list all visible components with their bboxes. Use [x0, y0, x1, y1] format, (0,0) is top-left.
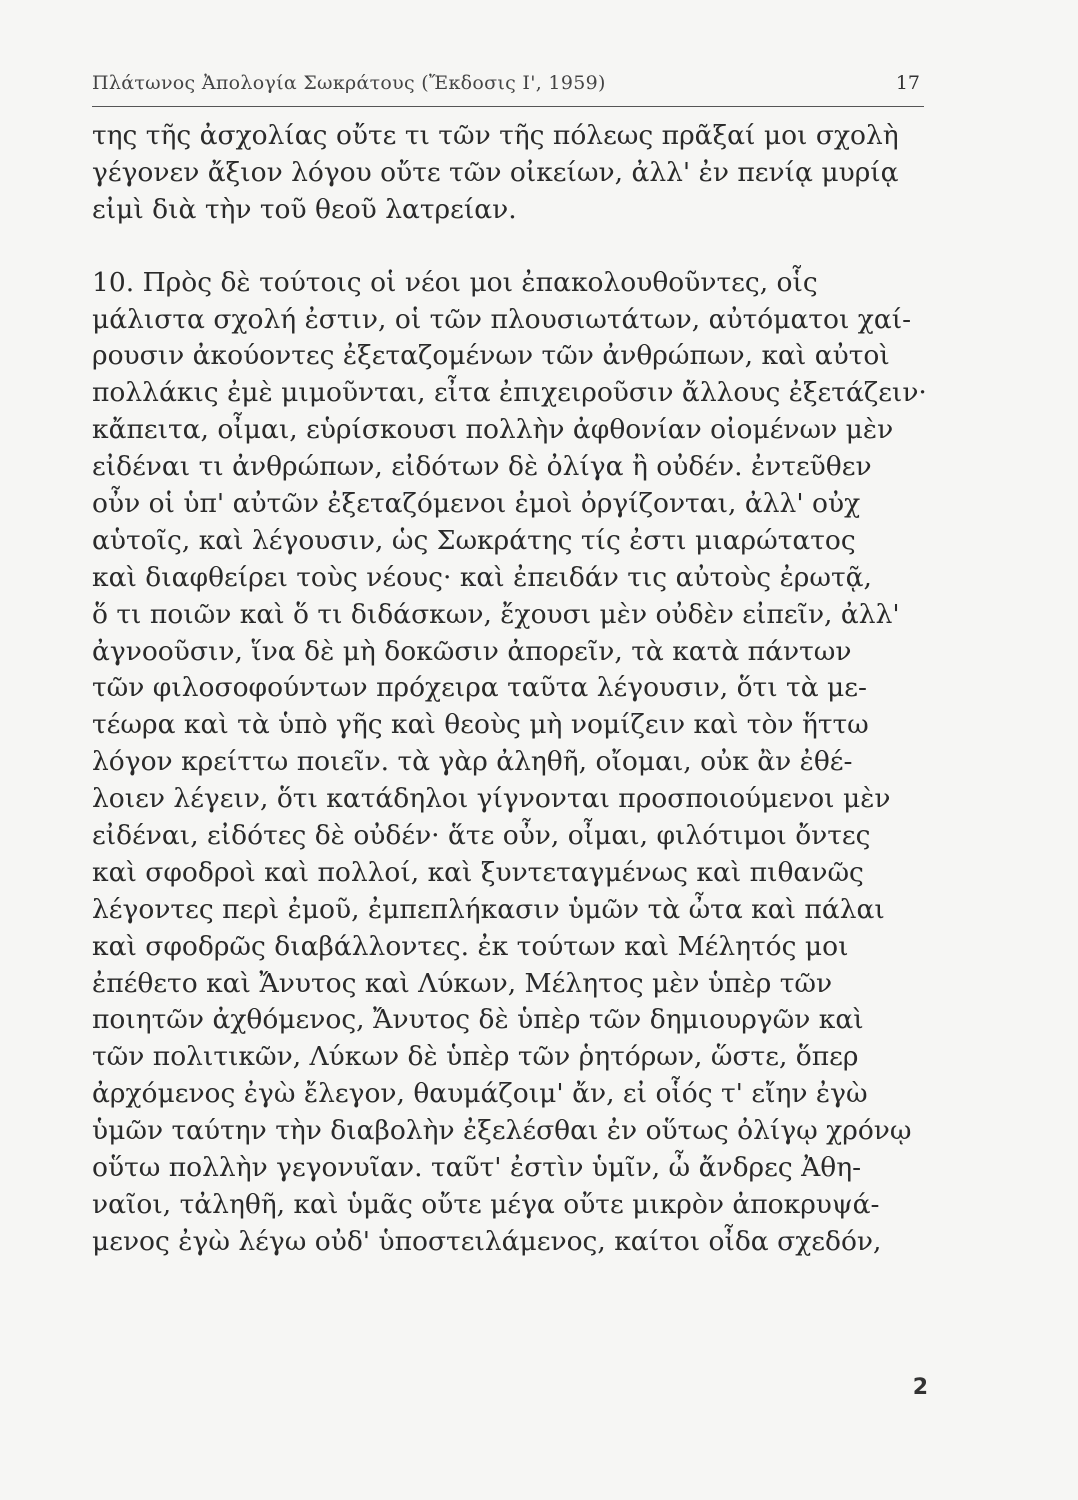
text-line: κἄπειτα, οἶμαι, εὑρίσκουσι πολλὴν ἀφθονίαν οἰομένων μὲν	[92, 414, 894, 446]
text-line: ἀγνοοῦσιν, ἵνα δὲ μὴ δοκῶσιν ἀπορεῖν, τὰ κατὰ πάντων	[92, 635, 852, 667]
paragraph-gap	[92, 229, 932, 265]
text-line: ναῖοι, τἀληθῆ, καὶ ὑμᾶς οὔτε μέγα οὔτε μικρὸν ἀποκρυψά-	[92, 1188, 880, 1220]
text-line: οὕτω πολλὴν γεγονυῖαν. ταῦτ' ἐστὶν ὑμῖν, ὦ ἄνδρες Ἀθη-	[92, 1152, 862, 1184]
text-line: ὑμῶν ταύτην τὴν διαβολὴν ἐξελέσθαι ἐν οὕτως ὀλίγῳ χρόνῳ	[92, 1115, 912, 1147]
text-line: λέγοντες περὶ ἐμοῦ, ἐμπεπλήκασιν ὑμῶν τὰ ὦτα καὶ πάλαι	[92, 893, 885, 925]
text-line: καὶ σφοδροὶ καὶ πολλοί, καὶ ξυντεταγμένως καὶ πιθανῶς	[92, 856, 864, 888]
text-line: καὶ σφοδρῶς διαβάλλοντες. ἐκ τούτων καὶ Μέλητός μοι	[92, 930, 849, 962]
text-line: τῶν φιλοσοφούντων πρόχειρα ταῦτα λέγουσιν, ὅτι τὰ με-	[92, 672, 867, 704]
text-line: μενος ἐγὼ λέγω οὐδ' ὑποστειλάμενος, καίτοι οἶδα σχεδόν,	[92, 1225, 882, 1257]
text-line: τῶν πολιτικῶν, Λύκων δὲ ὑπὲρ τῶν ῥητόρων, ὥστε, ὅπερ	[92, 1041, 859, 1073]
text-line: τέωρα καὶ τὰ ὑπὸ γῆς καὶ θεοὺς μὴ νομίζειν καὶ τὸν ἥττω	[92, 709, 869, 741]
signature-mark: 2	[912, 1375, 928, 1400]
text-line: πολλάκις ἐμὲ μιμοῦνται, εἶτα ἐπιχειροῦσιν ἄλλους ἐξετάζειν·	[92, 377, 927, 409]
text-line: εἰδέναι τι ἀνθρώπων, εἰδότων δὲ ὀλίγα ἢ οὐδέν. ἐντεῦθεν	[92, 451, 872, 483]
text-line: οὖν οἱ ὑπ' αὐτῶν ἐξεταζόμενοι ἐμοὶ ὀργίζονται, ἀλλ' οὐχ	[92, 488, 861, 520]
text-line: ὅ τι ποιῶν καὶ ὅ τι διδάσκων, ἔχουσι μὲν οὐδὲν εἰπεῖν, ἀλλ'	[92, 598, 900, 630]
text-line: αὑτοῖς, καὶ λέγουσιν, ὡς Σωκράτης τίς ἐστι μιαρώτατος	[92, 524, 856, 556]
body-text	[92, 118, 932, 1261]
running-header	[92, 72, 924, 107]
text-line: μάλιστα σχολή ἐστιν, οἱ τῶν πλουσιωτάτων, αὐτόματοι χαί-	[92, 303, 912, 335]
text-line: ποιητῶν ἀχθόμενος, Ἄνυτος δὲ ὑπὲρ τῶν δημιουργῶν καὶ	[92, 1004, 864, 1036]
text-line: ἐπέθετο καὶ Ἄνυτος καὶ Λύκων, Μέλητος μὲν ὑπὲρ τῶν	[92, 967, 833, 999]
text-line: καὶ διαφθείρει τοὺς νέους· καὶ ἐπειδάν τις αὐτοὺς ἐρωτᾷ,	[92, 561, 872, 593]
text-line: γέγονεν ἄξιον λόγου οὔτε τῶν οἰκείων, ἀλλ' ἐν πενίᾳ μυρίᾳ	[92, 156, 899, 188]
text-line: εἰδέναι, εἰδότες δὲ οὐδέν· ἅτε οὖν, οἶμαι, φιλότιμοι ὄντες	[92, 820, 871, 852]
text-line: 10. Πρὸς δὲ τούτοις οἱ νέοι μοι ἐπακολουθοῦντες, οἷς	[92, 266, 818, 298]
running-header-title: Πλάτωνος Ἀπολογία Σωκράτους (Ἔκδοσις Ι', 1959)	[92, 72, 606, 94]
text-line: εἰμὶ διὰ τὴν τοῦ θεοῦ λατρείαν.	[92, 193, 517, 225]
text-line: ρουσιν ἀκούοντες ἐξεταζομένων τῶν ἀνθρώπων, καὶ αὐτοὶ	[92, 340, 890, 372]
text-line: λοιεν λέγειν, ὅτι κατάδηλοι γίγνονται προσποιούμενοι μὲν	[92, 783, 891, 815]
text-line: λόγον κρείττω ποιεῖν. τὰ γὰρ ἀληθῆ, οἴομαι, οὐκ ἂν ἐθέ-	[92, 746, 853, 778]
page-number: 17	[895, 72, 920, 94]
text-line: της τῆς ἀσχολίας οὔτε τι τῶν τῆς πόλεως πρᾶξαί μοι σχολὴ	[92, 120, 899, 151]
text-line: ἀρχόμενος ἐγὼ ἔλεγον, θαυμάζοιμ' ἄν, εἰ οἷός τ' εἴην ἐγὼ	[92, 1078, 868, 1110]
